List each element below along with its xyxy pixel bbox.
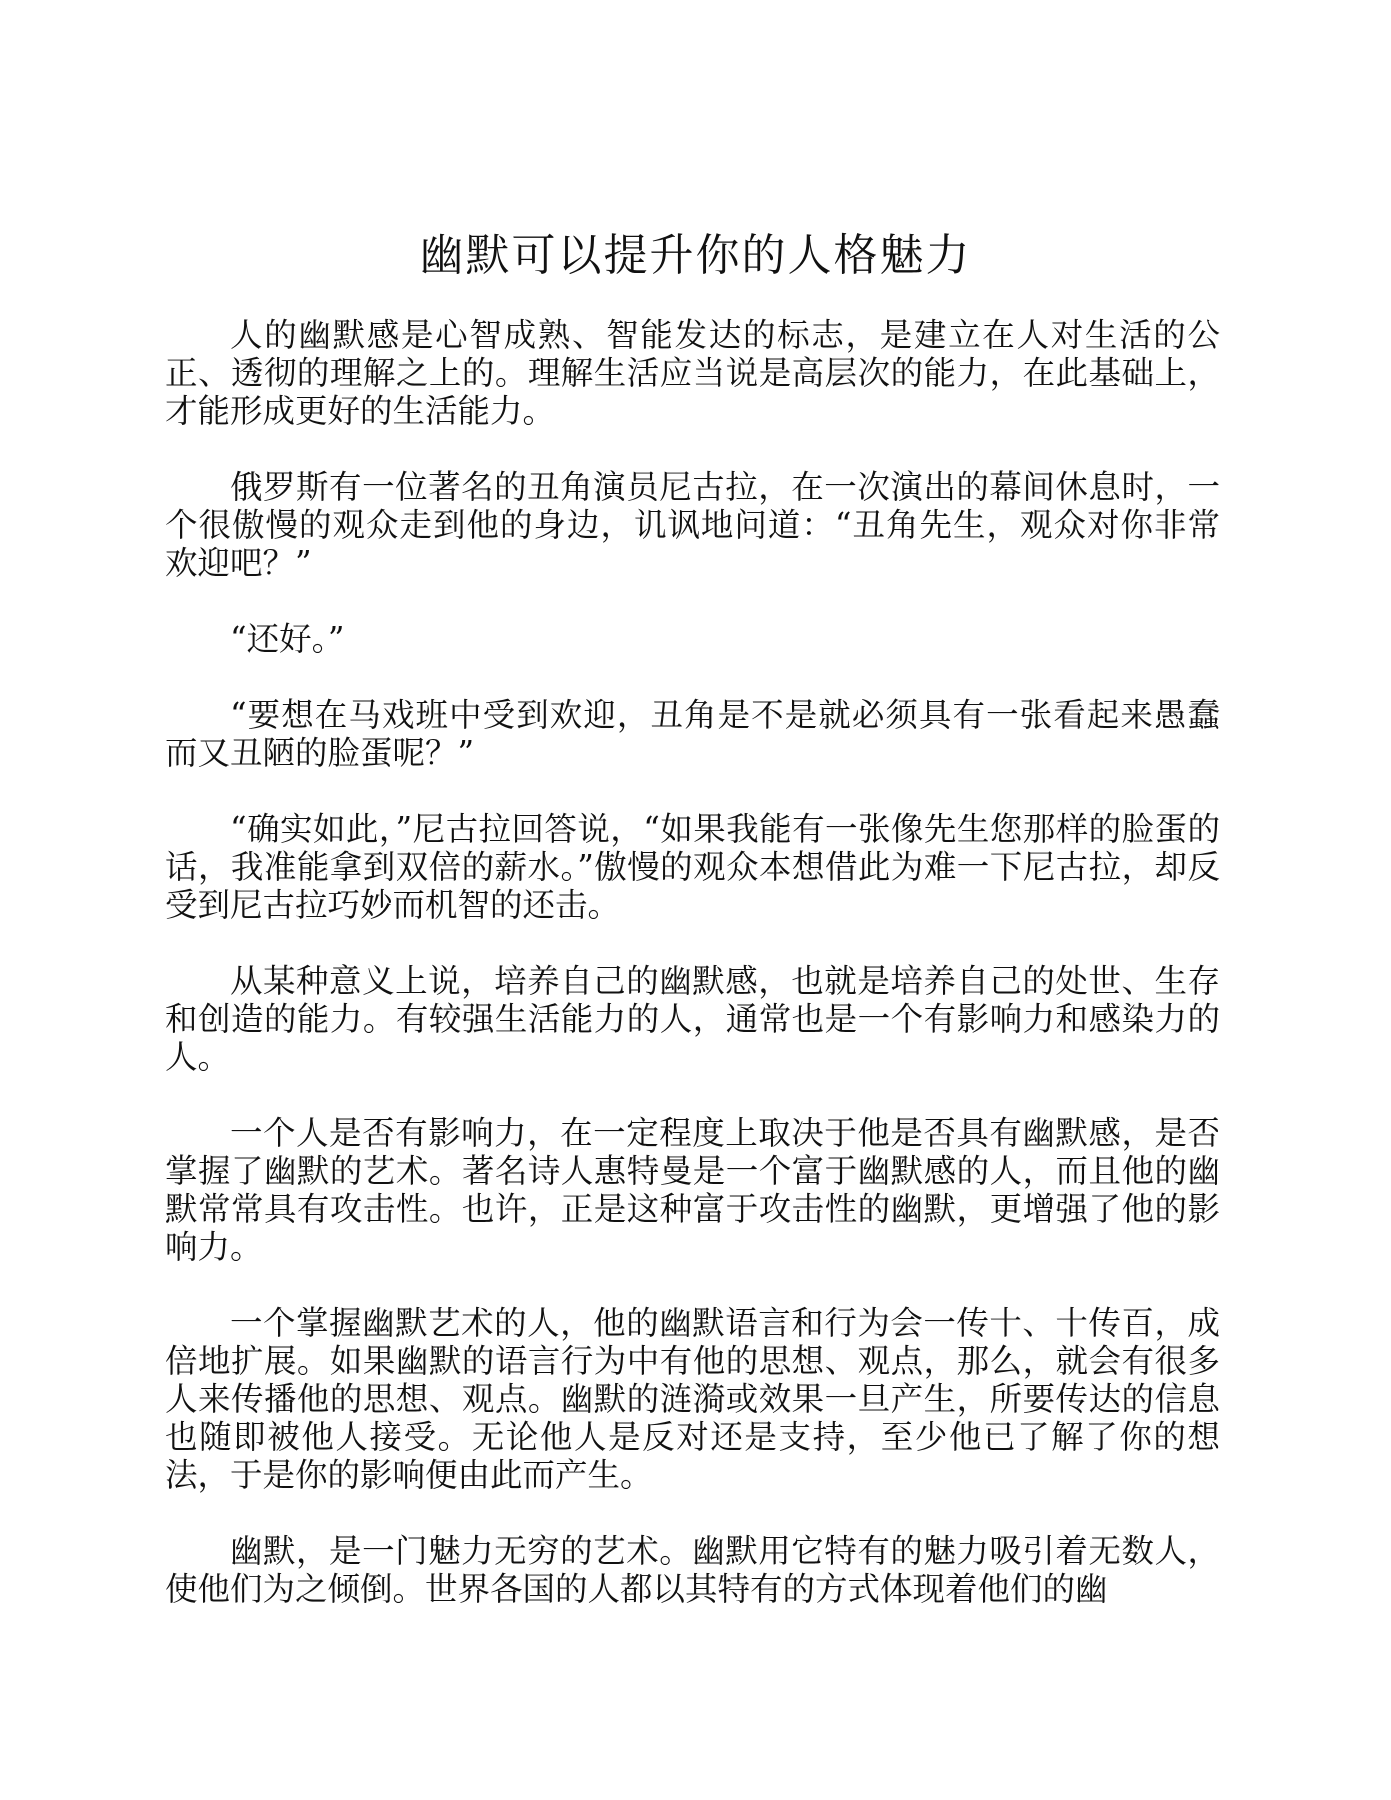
paragraph-2: 俄罗斯有一位著名的丑角演员尼古拉，在一次演出的幕间休息时，一个很傲慢的观众走到他的身边，讥讽地问道：“丑角先生，观众对你非常欢迎吧？” bbox=[165, 468, 1220, 582]
paragraph-3: “还好。” bbox=[230, 620, 345, 658]
paragraph-7: 一个人是否有影响力，在一定程度上取决于他是否具有幽默感，是否掌握了幽默的艺术。著名诗人惠特曼是一个富于幽默感的人，而且他的幽默常常具有攻击性。也许，正是这种富于攻击性的幽默，更增强了他的影响力。 bbox=[165, 1114, 1220, 1266]
paragraph-8: 一个掌握幽默艺术的人，他的幽默语言和行为会一传十、十传百，成倍地扩展。如果幽默的语言行为中有他的思想、观点，那么，就会有很多人来传播他的思想、观点。幽默的涟漪或效果一旦产生，所要传达的信息也随即被他人接受。无论他人是反对还是支持，至少他已了解了你的想法，于是你的影响便由此而产生。 bbox=[165, 1304, 1220, 1494]
paragraph-9: 幽默，是一门魅力无穷的艺术。幽默用它特有的魅力吸引着无数人，使他们为之倾倒。世界各国的人都以其特有的方式体现着他们的幽 bbox=[165, 1532, 1220, 1608]
document-body bbox=[165, 316, 1220, 1646]
document-title: 幽默可以提升你的人格魅力 bbox=[419, 230, 972, 281]
paragraph-5: “确实如此，”尼古拉回答说，“如果我能有一张像先生您那样的脸蛋的话，我准能拿到双倍的薪水。”傲慢的观众本想借此为难一下尼古拉，却反受到尼古拉巧妙而机智的还击。 bbox=[165, 810, 1220, 924]
paragraph-1: 人的幽默感是心智成熟、智能发达的标志，是建立在人对生活的公正、透彻的理解之上的。理解生活应当说是高层次的能力，在此基础上，才能形成更好的生活能力。 bbox=[165, 316, 1220, 430]
paragraph-6: 从某种意义上说，培养自己的幽默感，也就是培养自己的处世、生存和创造的能力。有较强生活能力的人，通常也是一个有影响力和感染力的人。 bbox=[165, 962, 1220, 1076]
paragraph-4: “要想在马戏班中受到欢迎，丑角是不是就必须具有一张看起来愚蠢而又丑陋的脸蛋呢？” bbox=[165, 696, 1220, 772]
